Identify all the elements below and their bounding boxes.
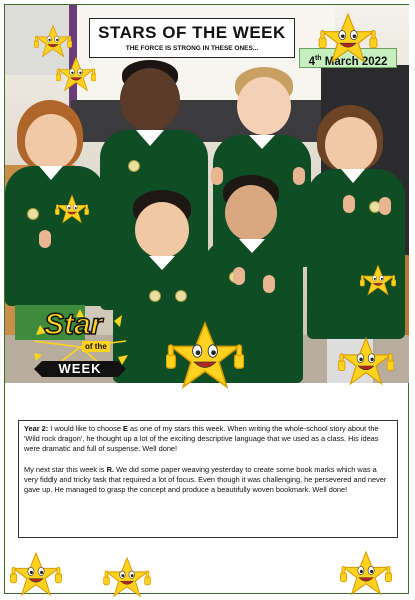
star-thumbs-up-icon	[336, 550, 396, 596]
star-thumbs-up-icon	[34, 24, 72, 58]
report-text-box	[18, 420, 398, 538]
title-box	[89, 18, 295, 58]
pupil-initial-2: R.	[106, 464, 114, 474]
page-title: STARS OF THE WEEK	[98, 23, 286, 42]
para2-text-b: We did some paper weaving yesterday to create some book marks which was a very fiddly and tricky task that required a lot of focus. Even though it was challenging, he persevered and never gave up. He managed to grasp the concept and produce a beautifully woven bookmark. Well done!	[24, 464, 387, 495]
star-thumbs-up-icon	[100, 556, 154, 598]
star-thumbs-up-icon	[318, 12, 378, 64]
para2-text-a: My next star this week is	[24, 464, 107, 474]
logo-word-of-the: of the	[82, 341, 110, 352]
date-month-year: March 2022	[321, 55, 388, 68]
star-thumbs-up-icon	[360, 264, 396, 296]
report-paragraph-1	[24, 424, 392, 455]
star-thumbs-up-icon	[166, 320, 244, 390]
logo-word-star: Star	[44, 308, 103, 341]
star-thumbs-up-icon	[56, 56, 96, 92]
para1-text-b: as one of my stars this week. When writing the whole-school story about the 'Wild rock dragon', he thought up a lot of the exciting descriptive language that we used as a class. His ideas were dramatic and full of suspense. Well done!	[24, 424, 379, 454]
date-suffix: th	[314, 55, 322, 62]
para1-text-a: I would like to choose	[48, 424, 124, 433]
page-subtitle: THE FORCE IS STRONG IN THESE ONES...	[125, 45, 259, 52]
logo-word-week: WEEK	[58, 361, 102, 376]
year-label: Year 2:	[24, 424, 49, 433]
star-thumbs-up-icon	[55, 194, 89, 224]
star-thumbs-up-icon	[338, 336, 394, 386]
star-thumbs-up-icon	[10, 551, 62, 597]
star-of-the-week-logo	[30, 305, 130, 385]
pupil-initial-1: E	[123, 424, 128, 433]
report-paragraph-2	[24, 465, 392, 496]
date-day: 4	[308, 55, 315, 68]
